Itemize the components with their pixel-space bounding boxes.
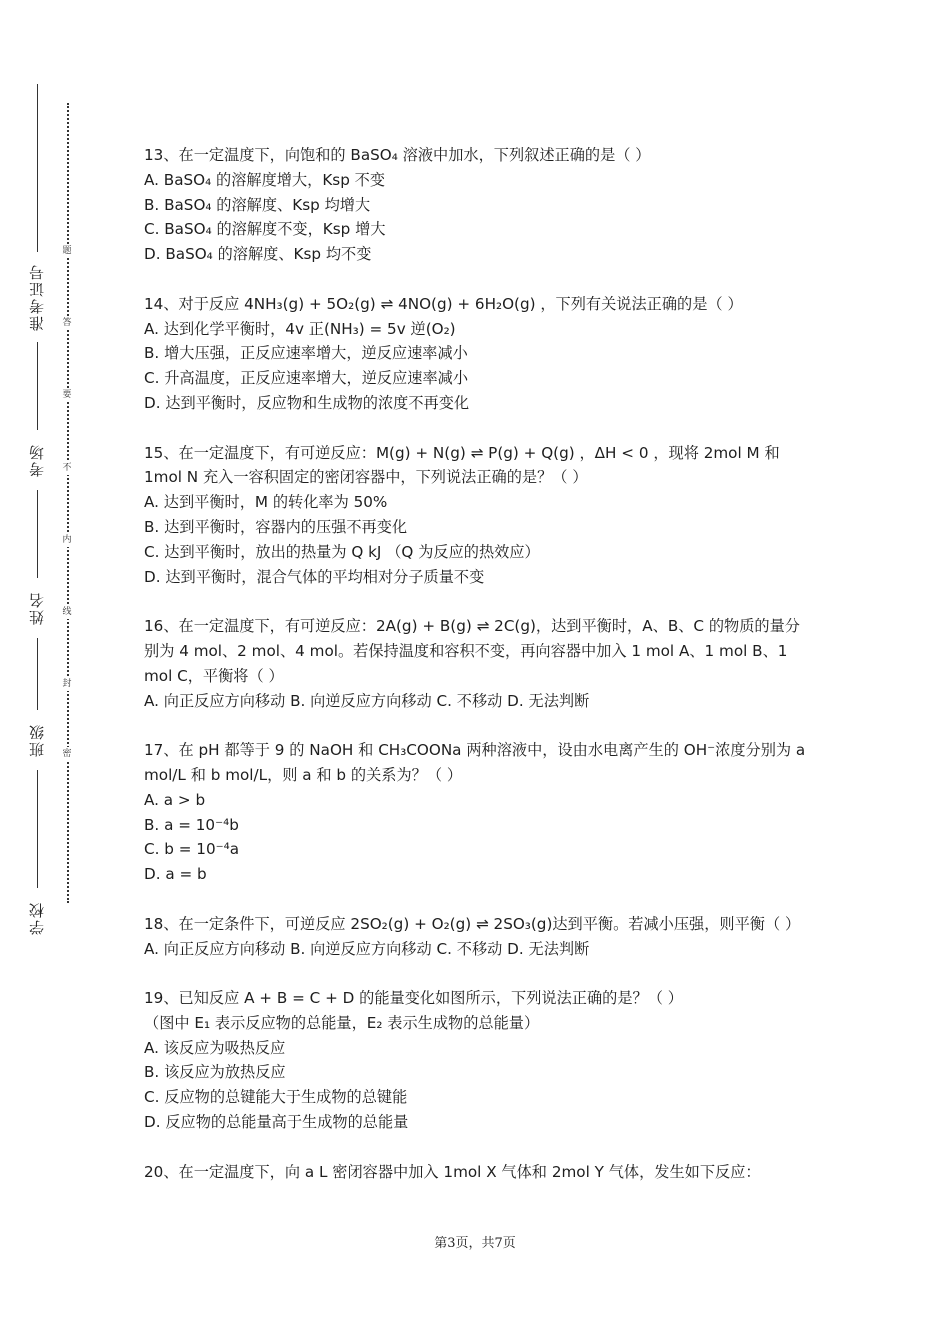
question-stem: 20、在一定温度下，向 a L 密闭容器中加入 1mol X 气体和 2mol Y 气体，发生如下反应： [144,1162,761,1181]
question-15 [144,441,812,590]
question-stem: 17、在 pH 都等于 9 的 NaOH 和 CH₃COONa 两种溶液中，设由水电离产生的 OH⁻浓度分别为 a mol/L 和 b mol/L，则 a 和 b 的关系为？（ ） [144,741,806,784]
option-b: B. 达到平衡时，容器内的压强不再变化 [144,517,408,536]
class-label: 班级 [28,723,46,757]
option-d: D. a = b [144,865,207,884]
seal-dotted-line [67,103,69,903]
exam-number-label: 准考证号 [28,263,46,331]
question-13 [144,143,812,267]
option-c: C. 达到平衡时，放出的热量为 Q kJ （Q 为反应的热效应） [144,542,540,561]
question-stem: 15、在一定温度下，有可逆反应：M(g) + N(g) ⇌ P(g) + Q(g) ，ΔH < 0 ，现将 2mol M 和 1mol N 充入一容积固定的密闭容器中，下列说法正确的是？（ ） [144,443,780,487]
seal-char: 内 [60,533,74,547]
binding-line [37,84,38,252]
school-label: 学校 [28,901,46,935]
seal-char: 密 [60,747,74,761]
question-20 [144,1160,812,1185]
option-d: D. 达到平衡时，反应物和生成物的浓度不再变化 [144,393,470,412]
question-stem: 18、在一定条件下，可逆反应 2SO₂(g) + O₂(g) ⇌ 2SO₃(g)达到平衡。若减小压强，则平衡（ ） [144,914,801,933]
option-a: A. a > b [144,790,206,809]
option-b: B. BaSO₄ 的溶解度、Ksp 均增大 [144,195,371,214]
binding-line [37,770,38,888]
exam-room-label: 考场 [28,443,46,477]
option-c: C. b = 10⁻⁴a [144,840,240,859]
seal-char: 答 [60,316,74,330]
option-c: C. 升高温度，正反应速率增大，逆反应速率减小 [144,369,469,388]
option-d: D. 反应物的总能量高于生成物的总能量 [144,1113,409,1132]
question-14 [144,292,812,416]
option-a: A. 达到化学平衡时，4v 正(NH₃) = 5v 逆(O₂) [144,319,456,338]
option-a: A. 达到平衡时，M 的转化率为 50% [144,493,388,512]
option-d: D. BaSO₄ 的溶解度、Ksp 均不变 [144,245,372,264]
question-stem: 14、对于反应 4NH₃(g) + 5O₂(g) ⇌ 4NO(g) + 6H₂O(g) ，下列有关说法正确的是（ ） [144,294,743,313]
option-b: B. a = 10⁻⁴b [144,815,239,834]
seal-char: 线 [60,605,74,619]
name-label: 姓名 [28,591,46,625]
binding-line [37,638,38,710]
binding-line [37,342,38,430]
seal-char: 不 [60,461,74,475]
question-list [144,143,812,1184]
options-inline: A. 向正反应方向移动 B. 向逆反应方向移动 C. 不移动 D. 无法判断 [144,691,590,710]
question-19 [144,986,812,1135]
options-inline: A. 向正反应方向移动 B. 向逆反应方向移动 C. 不移动 D. 无法判断 [144,939,590,958]
option-a: A. BaSO₄ 的溶解度增大，Ksp 不变 [144,170,386,189]
option-a: A. 该反应为吸热反应 [144,1038,286,1057]
option-d: D. 达到平衡时，混合气体的平均相对分子质量不变 [144,567,485,586]
option-b: B. 增大压强，正反应速率增大，逆反应速率减小 [144,344,468,363]
seal-char: 封 [60,677,74,691]
question-16 [144,614,812,713]
option-b: B. 该反应为放热反应 [144,1063,286,1082]
question-stem: 13、在一定温度下，向饱和的 BaSO₄ 溶液中加水，下列叙述正确的是（ ） [144,146,651,164]
question-stem: 16、在一定温度下，有可逆反应：2A(g) + B(g) ⇌ 2C(g)，达到平衡时，A、B、C 的物质的量分别为 4 mol、2 mol、4 mol。若保持温度和容积不变，再向容器中加入 1 mol A、1 mol B、1 mol C，平衡将（ ） [144,617,800,685]
option-c: C. 反应物的总键能大于生成物的总键能 [144,1088,408,1107]
option-c: C. BaSO₄ 的溶解度不变，Ksp 增大 [144,220,386,239]
question-note: （图中 E₁ 表示反应物的总能量，E₂ 表示生成物的总能量） [144,1013,540,1032]
question-17 [144,738,812,887]
page-number: 第3页，共7页 [434,1236,516,1251]
question-18 [144,912,812,962]
binding-line [37,490,38,578]
seal-char: 题 [60,244,74,258]
seal-char: 要 [60,388,74,402]
question-stem: 19、已知反应 A + B = C + D 的能量变化如图所示，下列说法正确的是？（ ） [144,989,683,1008]
